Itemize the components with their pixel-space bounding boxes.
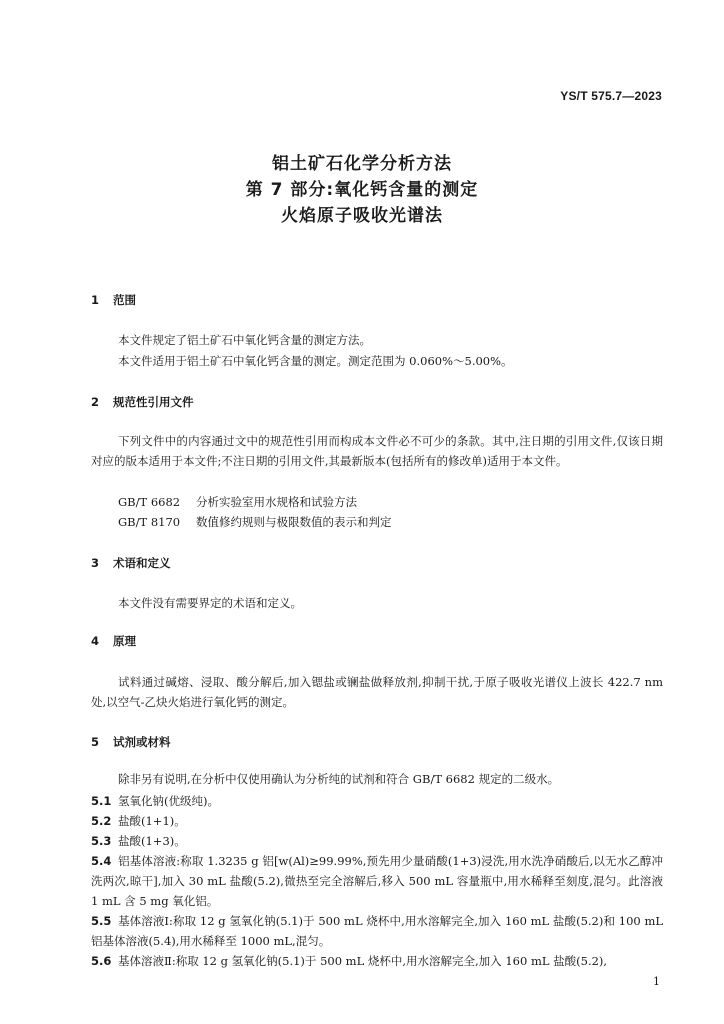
- section-1-paragraph-2: 本文件适用于铝土矿石中氧化钙含量的测定。测定范围为 0.060%～5.00%。: [118, 354, 513, 368]
- section-5-heading: [91, 734, 171, 750]
- section-title: 试剂或材料: [113, 735, 171, 749]
- clause-number: 5.3: [91, 834, 112, 848]
- clause-number: 5.2: [91, 814, 112, 828]
- standard-code: YS/T 575.7—2023: [560, 89, 662, 103]
- clause-text: 基体溶液Ⅱ:称取 12 g 氢氧化钠(5.1)于 500 mL 烧杯中,用水溶解完全,加入 160 mL 盐酸(5.2),: [118, 954, 608, 968]
- section-title: 范围: [113, 293, 136, 307]
- clause-number: 5.6: [91, 954, 112, 968]
- title-line-1: 铝土矿石化学分析方法: [272, 154, 452, 174]
- section-1-heading: [91, 292, 136, 308]
- section-5-paragraph-1: 除非另有说明,在分析中仅使用确认为分析纯的试剂和符合 GB/T 6682 规定的二级水。: [118, 772, 560, 786]
- page-number: 1: [653, 975, 660, 988]
- section-3-paragraph-1: 本文件没有需要界定的术语和定义。: [118, 596, 302, 610]
- section-number: 1: [91, 293, 100, 307]
- clause-number: 5.4: [91, 854, 112, 868]
- clause-text: 盐酸(1+3)。: [118, 834, 186, 848]
- clause-item: [91, 951, 663, 971]
- document-title: [0, 151, 724, 229]
- clause-text: 氢氧化钠(优级纯)。: [118, 794, 219, 808]
- reference-item: [118, 494, 357, 510]
- section-title: 原理: [113, 634, 136, 648]
- reference-code: GB/T 8170: [118, 515, 181, 529]
- section-number: 4: [91, 634, 100, 648]
- clause-number: 5.5: [91, 914, 112, 928]
- clause-item: [91, 851, 663, 911]
- clause-item: [91, 791, 663, 811]
- section-number: 2: [91, 395, 100, 409]
- section-2-heading: [91, 394, 194, 410]
- reference-title: 数值修约规则与极限数值的表示和判定: [196, 515, 392, 529]
- section-number: 5: [91, 735, 100, 749]
- title-line-3: 火焰原子吸收光谱法: [281, 206, 443, 226]
- section-number: 3: [91, 556, 100, 570]
- section-4-heading: [91, 633, 136, 649]
- clause-text: 盐酸(1+1)。: [118, 814, 186, 828]
- clause-item: [91, 831, 663, 851]
- clause-number: 5.1: [91, 794, 112, 808]
- section-3-heading: [91, 555, 171, 571]
- section-2-paragraph-1: 下列文件中的内容通过文中的规范性引用而构成本文件必不可少的条款。其中,注日期的引用文件,仅该日期对应的版本适用于本文件;不注日期的引用文件,其最新版本(包括所有的修改单)适用于本文件。: [91, 434, 663, 468]
- reference-item: [118, 514, 392, 530]
- title-line-2: 第 7 部分:氧化钙含量的测定: [245, 180, 479, 200]
- reference-title: 分析实验室用水规格和试验方法: [196, 495, 357, 509]
- reference-code: GB/T 6682: [118, 495, 181, 509]
- clause-item: [91, 811, 663, 831]
- clause-text: 基体溶液Ⅰ:称取 12 g 氢氧化钠(5.1)于 500 mL 烧杯中,用水溶解完全,加入 160 mL 盐酸(5.2)和 100 mL 铝基体溶液(5.4),用水稀释至 1000 mL,混匀。: [91, 914, 663, 948]
- clause-item: [91, 911, 663, 951]
- section-4-paragraph-1: 试料通过碱熔、浸取、酸分解后,加入锶盐或镧盐做释放剂,抑制干扰,于原子吸收光谱仪上波长 422.7 nm 处,以空气-乙炔火焰进行氧化钙的测定。: [91, 675, 663, 709]
- clause-text: 铝基体溶液:称取 1.3235 g 铝[w(Al)≥99.99%,预先用少量硝酸(1+3)浸洗,用水洗净硝酸后,以无水乙醇冲洗两次,晾干],加入 30 mL 盐酸(5.2),微热至完全溶解后,移入 500 mL 容量瓶中,用水稀释至刻度,混匀。此溶液 1 mL 含 5 mg 氧化铝。: [91, 854, 663, 908]
- section-title: 规范性引用文件: [113, 395, 194, 409]
- section-title: 术语和定义: [113, 556, 171, 570]
- section-1-paragraph-1: 本文件规定了铝土矿石中氧化钙含量的测定方法。: [118, 333, 371, 347]
